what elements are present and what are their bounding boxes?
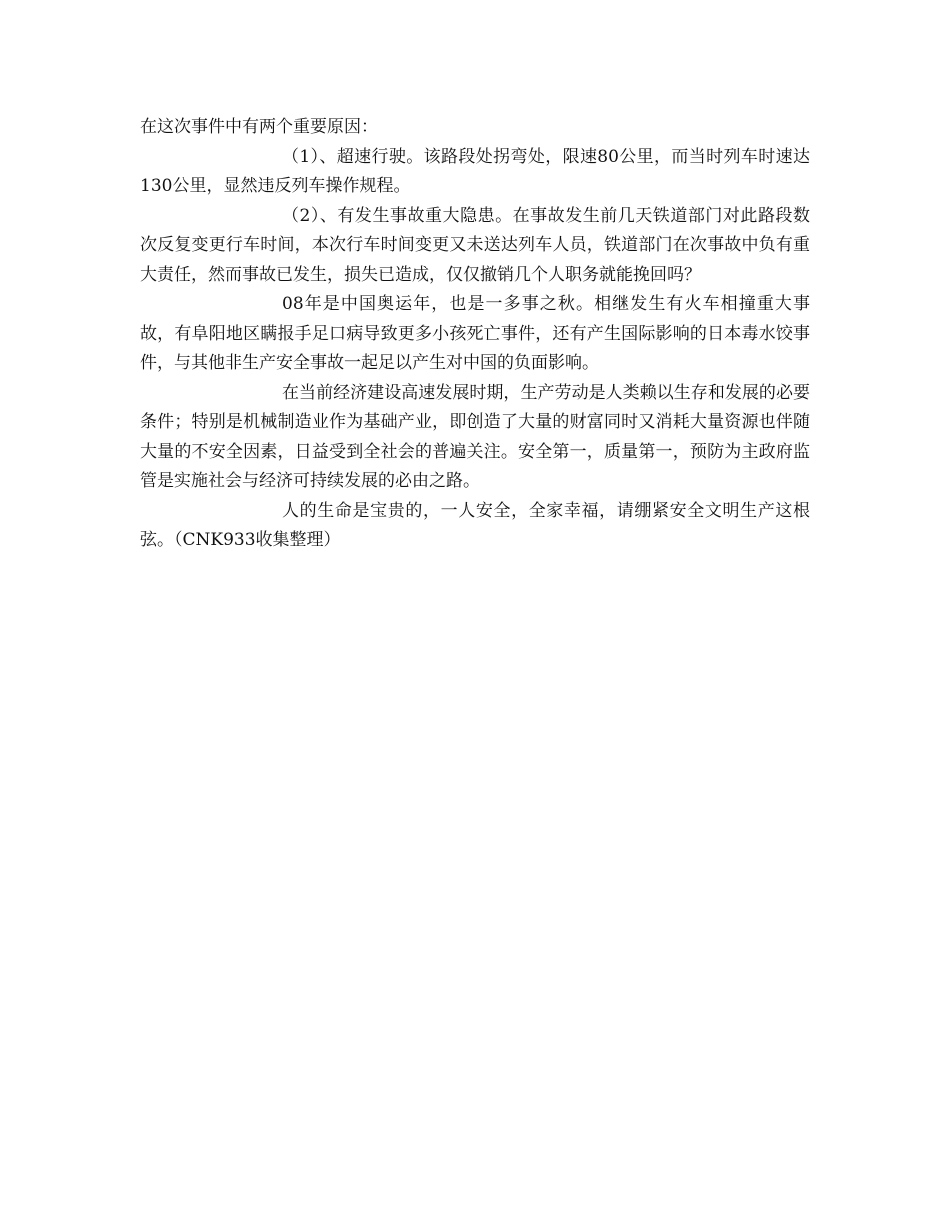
document-body [140, 113, 810, 556]
paragraph-causes-intro: 在这次事件中有两个重要原因： [140, 117, 378, 137]
paragraph-conclusion: 人的生命是宝贵的，一人安全，全家幸福，请绷紧安全文明生产这根弦。（CNK933收集整理） [140, 500, 810, 550]
paragraph-cause-speeding: （1）、超速行驶。该路段处拐弯处，限速80公里，而当时列车时速达130公里，显然违反列车操作规程。 [140, 146, 810, 196]
paragraph-economic-development: 在当前经济建设高速发展时期，生产劳动是人类赖以生存和发展的必要条件；特别是机械制造业作为基础产业，即创造了大量的财富同时又消耗大量资源也伴随大量的不安全因素，日益受到全社会的普遍关注。安全第一，质量第一，预防为主政府监管是实施社会与经济可持续发展的必由之路。 [140, 382, 810, 491]
paragraph-cause-hazard: （2）、有发生事故重大隐患。在事故发生前几天铁道部门对此路段数次反复变更行车时间，本次行车时间变更又未送达列车人员，铁道部门在次事故中负有重大责任，然而事故已发生，损失已造成，仅仅撤销几个人职务就能挽回吗？ [140, 205, 810, 285]
paragraph-olympic-year: 08年是中国奥运年，也是一多事之秋。相继发生有火车相撞重大事故，有阜阳地区瞒报手足口病导致更多小孩死亡事件，还有产生国际影响的日本毒水饺事件，与其他非生产安全事故一起足以产生对中国的负面影响。 [140, 294, 810, 373]
